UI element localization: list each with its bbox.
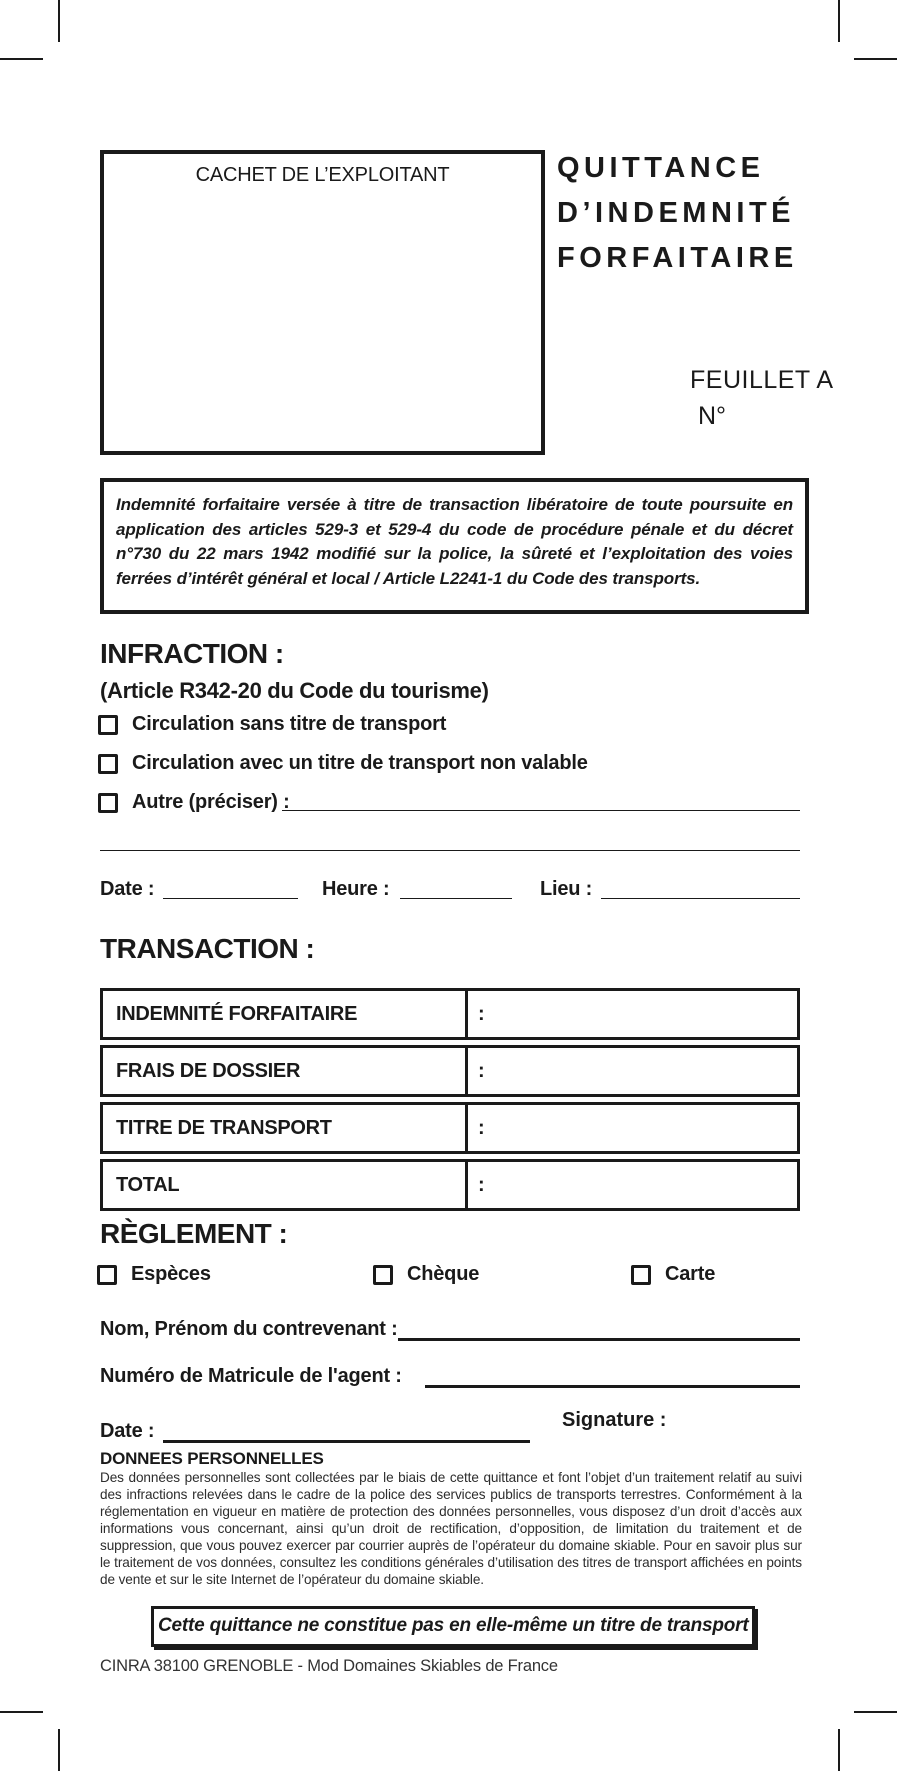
contrevenant-label: Nom, Prénom du contrevenant : [100, 1318, 398, 1340]
table-row [100, 1102, 800, 1154]
infraction-option-label: Circulation avec un titre de transport non valable [132, 752, 588, 774]
crop-mark [854, 1711, 897, 1713]
table-row [100, 1045, 800, 1097]
payment-option-label: Carte [665, 1263, 716, 1285]
payment-option-label: Chèque [407, 1263, 480, 1285]
row-value-indemnite[interactable]: : [478, 1002, 485, 1025]
checkbox-carte[interactable] [631, 1265, 651, 1285]
operator-stamp-box [100, 150, 545, 455]
row-label-frais: FRAIS DE DOSSIER [103, 1048, 468, 1094]
signature-label: Signature : [562, 1409, 667, 1431]
reglement-date-fill-line[interactable] [163, 1418, 530, 1443]
crop-mark [838, 0, 840, 42]
document-title-line: D’INDEMNITÉ [557, 197, 795, 229]
bottom-notice-text: Cette quittance ne constitue pas en elle-même un titre de transport [158, 1615, 749, 1636]
row-label-titre: TITRE DE TRANSPORT [103, 1105, 468, 1151]
legal-notice-box [100, 478, 809, 614]
donnees-personnelles-body: Des données personnelles sont collectées par le biais de cette quittance et font l’objet d’un traitement relatif au suivi des infractions relevées dans le cadre de la police des services publics de transports terrestres. Conformément à la réglementation en vigueur en matière de protection des données personnelles, vous disposez d’un droit d’accès aux informations vous concernant, ainsi qu’un droit de rectification, d’opposition, de limitation du traitement et de suppression, que vous pouvez exercer par courrier auprès de l’opérateur du domaine skiable. Pour en savoir plus sur le traitement de vos données, consultez les conditions générales d’utilisation des titres de transport affichées en points de vente et sur le site Internet de l’opérateur du domaine skiable. [100, 1470, 802, 1587]
row-value-total[interactable]: : [478, 1173, 485, 1196]
date-label: Date : [100, 878, 155, 900]
infraction-heading: INFRACTION : [100, 638, 284, 669]
matricule-label: Numéro de Matricule de l'agent : [100, 1365, 402, 1387]
crop-mark [58, 1729, 60, 1771]
transaction-heading: TRANSACTION : [100, 933, 315, 964]
donnees-personnelles-heading: DONNEES PERSONNELLES [100, 1449, 324, 1468]
heure-label: Heure : [322, 878, 390, 900]
legal-notice-text: Indemnité forfaitaire versée à titre de transaction libératoire de toute poursuite en application des articles 529-3 et 529-4 du code de procédure pénale et du décret n°730 du 22 mars 1942 modifié sur la police, la sûreté et l’exploitation des voies ferrées d’intérêt général et local / Article L2241-1 du Code des transports. [116, 495, 793, 588]
row-value-frais[interactable]: : [478, 1059, 485, 1082]
matricule-fill-line[interactable] [425, 1363, 800, 1388]
crop-mark [58, 0, 60, 42]
infraction-subheading: (Article R342-20 du Code du tourisme) [100, 678, 489, 703]
infraction-option-row [98, 752, 588, 775]
feuillet-label: FEUILLET A [690, 366, 834, 394]
infraction-option-row [98, 791, 290, 814]
checkbox-autre[interactable] [98, 793, 118, 813]
crop-mark [854, 58, 897, 60]
payment-option-row [373, 1263, 479, 1286]
infraction-option-label: Autre (préciser) : [132, 791, 290, 813]
row-label-total: TOTAL [103, 1162, 468, 1208]
lieu-label: Lieu : [540, 878, 593, 900]
payment-option-label: Espèces [131, 1263, 211, 1285]
row-label-indemnite: INDEMNITÉ FORFAITAIRE [103, 991, 468, 1037]
infraction-option-label: Circulation sans titre de transport [132, 713, 447, 735]
payment-option-row [97, 1263, 211, 1286]
autre-continuation-line[interactable] [100, 830, 800, 851]
numero-label: N° [698, 402, 727, 430]
crop-mark [0, 58, 43, 60]
crop-mark [838, 1729, 840, 1771]
checkbox-titre-non-valable[interactable] [98, 754, 118, 774]
checkbox-cheque[interactable] [373, 1265, 393, 1285]
lieu-fill-line[interactable] [601, 878, 800, 899]
contrevenant-fill-line[interactable] [398, 1316, 800, 1341]
bottom-notice-box [151, 1606, 755, 1647]
document-title-line: QUITTANCE [557, 152, 765, 184]
payment-option-row [631, 1263, 715, 1286]
autre-fill-line[interactable] [282, 790, 800, 811]
document-title-line: FORFAITAIRE [557, 242, 798, 274]
operator-stamp-label: CACHET DE L’EXPLOITANT [195, 164, 450, 186]
checkbox-sans-titre[interactable] [98, 715, 118, 735]
crop-mark [0, 1711, 43, 1713]
reglement-heading: RÈGLEMENT : [100, 1218, 288, 1249]
infraction-option-row [98, 713, 446, 736]
transaction-table [100, 988, 800, 1211]
table-row [100, 1159, 800, 1211]
checkbox-especes[interactable] [97, 1265, 117, 1285]
document-title [557, 146, 817, 281]
footer-imprint: CINRA 38100 GRENOBLE - Mod Domaines Skiables de France [100, 1657, 558, 1675]
reglement-date-label: Date : [100, 1420, 155, 1442]
table-row [100, 988, 800, 1040]
heure-fill-line[interactable] [400, 878, 512, 899]
row-value-titre[interactable]: : [478, 1116, 485, 1139]
date-fill-line[interactable] [163, 878, 298, 899]
